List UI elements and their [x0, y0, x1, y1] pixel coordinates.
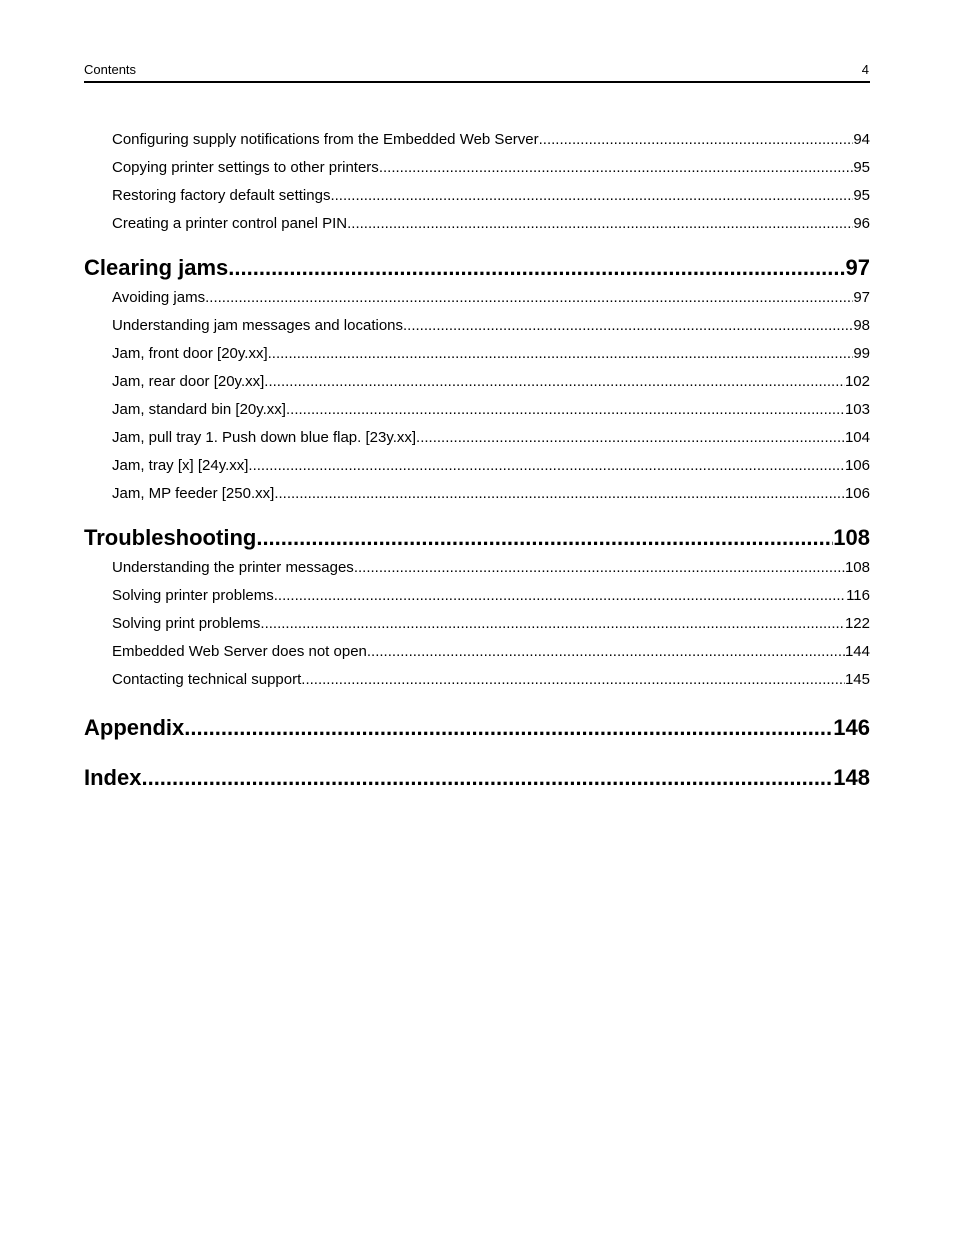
toc-entry[interactable]: [84, 452, 870, 480]
toc-chapter-index[interactable]: [84, 762, 870, 794]
toc-entry-page: 145: [844, 671, 870, 688]
toc-entry[interactable]: [84, 396, 870, 424]
toc-entry-page: 144: [844, 643, 870, 660]
toc-entry-page: 96: [853, 215, 870, 232]
toc-entry-title: Jam, rear door [20y.xx]: [112, 373, 265, 390]
toc-entry-page: 116: [846, 587, 870, 604]
dot-leader: [274, 582, 846, 610]
toc-chapter-clearing-jams[interactable]: [84, 252, 870, 284]
spacer: [84, 508, 870, 522]
dot-leader: [301, 666, 845, 694]
toc-entry-page: 122: [844, 615, 870, 632]
toc-entry-title: Jam, front door [20y.xx]: [112, 345, 268, 362]
toc-entry-page: 102: [844, 373, 870, 390]
dot-leader: [274, 480, 845, 508]
toc-chapter-page: 148: [833, 765, 870, 790]
toc-entry-title: Restoring factory default settings: [112, 187, 331, 204]
dot-leader: [539, 126, 854, 154]
toc-entry-title: Configuring supply notifications from the Embedded Web Server: [112, 131, 539, 148]
toc-entry[interactable]: [84, 284, 870, 312]
running-header-section: Contents: [84, 62, 137, 77]
toc-entry[interactable]: [84, 182, 870, 210]
dot-leader: [347, 210, 853, 238]
toc-entry[interactable]: [84, 340, 870, 368]
toc-entry[interactable]: [84, 610, 870, 638]
dot-leader: [268, 340, 854, 368]
toc-entry-title: Copying printer settings to other printers: [112, 159, 379, 176]
dot-leader: [367, 638, 845, 666]
toc-entry-title: Embedded Web Server does not open: [112, 643, 367, 660]
toc-entry-page: 97: [853, 289, 870, 306]
toc-entry-page: 98: [853, 317, 870, 334]
toc-entry-page: 104: [844, 429, 870, 446]
toc-entry[interactable]: [84, 210, 870, 238]
toc-entry[interactable]: [84, 638, 870, 666]
dot-leader: [256, 522, 833, 554]
toc-entry-page: 95: [853, 159, 870, 176]
running-header-page-number: 4: [861, 62, 869, 77]
table-of-contents: [84, 126, 870, 794]
toc-entry-title: Solving printer problems: [112, 587, 274, 604]
toc-entry-title: Jam, standard bin [20y.xx]: [112, 401, 286, 418]
toc-entry[interactable]: [84, 480, 870, 508]
dot-leader: [330, 182, 853, 210]
dot-leader: [205, 284, 853, 312]
toc-entry[interactable]: [84, 126, 870, 154]
toc-entry-title: Understanding the printer messages: [112, 559, 354, 576]
toc-entry[interactable]: [84, 154, 870, 182]
toc-chapter-page: 146: [833, 715, 870, 740]
toc-entry-page: 99: [853, 345, 870, 362]
toc-chapter-page: 108: [833, 525, 870, 550]
toc-entry-title: Contacting technical support: [112, 671, 302, 688]
dot-leader: [354, 554, 845, 582]
dot-leader: [379, 154, 854, 182]
page-header: [84, 60, 870, 83]
toc-chapter-title: Troubleshooting: [84, 525, 257, 550]
dot-leader: [286, 396, 845, 424]
toc-entry-page: 106: [844, 485, 870, 502]
dot-leader: [141, 762, 833, 794]
toc-entry-title: Solving print problems: [112, 615, 261, 632]
toc-entry-title: Jam, MP feeder [250.xx]: [112, 485, 275, 502]
toc-entry-title: Jam, pull tray 1. Push down blue flap. [23y.xx]: [112, 429, 417, 446]
toc-entry-title: Understanding jam messages and locations: [112, 317, 403, 334]
dot-leader: [184, 712, 833, 744]
toc-entry[interactable]: [84, 582, 870, 610]
toc-entry[interactable]: [84, 666, 870, 694]
toc-chapter-troubleshooting[interactable]: [84, 522, 870, 554]
toc-entry-title: Avoiding jams: [112, 289, 206, 306]
toc-chapter-title: Clearing jams: [84, 255, 229, 280]
toc-entry-title: Jam, tray [x] [24y.xx]: [112, 457, 249, 474]
dot-leader: [260, 610, 845, 638]
spacer: [84, 238, 870, 252]
toc-chapter-title: Index: [84, 765, 142, 790]
dot-leader: [248, 452, 845, 480]
toc-chapter-page: 97: [845, 255, 870, 280]
toc-entry-title: Creating a printer control panel PIN: [112, 215, 348, 232]
toc-chapter-appendix[interactable]: [84, 712, 870, 744]
dot-leader: [228, 252, 845, 284]
toc-entry[interactable]: [84, 312, 870, 340]
toc-entry[interactable]: [84, 424, 870, 452]
dot-leader: [416, 424, 845, 452]
toc-entry-page: 94: [853, 131, 870, 148]
toc-entry[interactable]: [84, 554, 870, 582]
spacer: [84, 694, 870, 712]
toc-entry-page: 95: [853, 187, 870, 204]
toc-entry-page: 103: [844, 401, 870, 418]
dot-leader: [403, 312, 853, 340]
toc-entry[interactable]: [84, 368, 870, 396]
toc-entry-page: 108: [844, 559, 870, 576]
toc-entry-page: 106: [844, 457, 870, 474]
toc-chapter-title: Appendix: [84, 715, 185, 740]
spacer: [84, 744, 870, 762]
dot-leader: [264, 368, 845, 396]
